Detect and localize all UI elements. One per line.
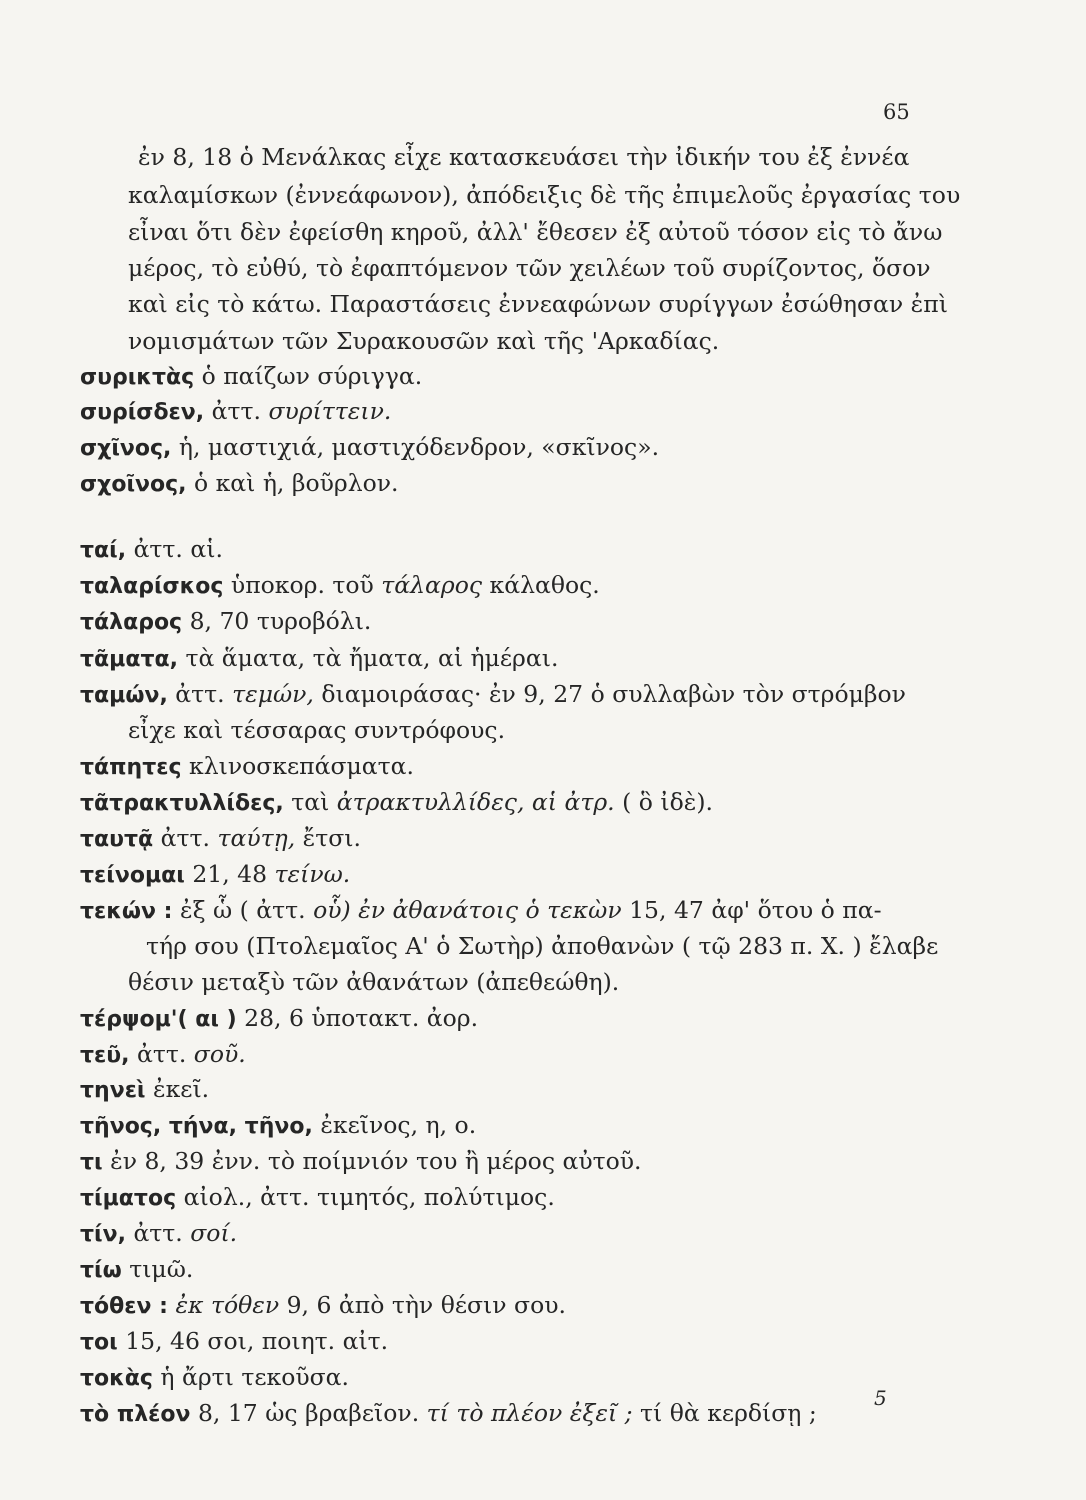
definition: διαμοιράσας· ἐν 9, 27 ὁ συλλαβὼν τὸν στρόμβον (313, 680, 906, 708)
definition: 9, 6 ἀπὸ τὴν θέσιν σου. (279, 1291, 566, 1319)
definition: 15, 46 σοι, ποιητ. αἰτ. (117, 1327, 389, 1355)
definition: ἀττ. (129, 1040, 194, 1068)
headword: σχοῖνος, (80, 472, 187, 497)
headword: τόθεν : (80, 1294, 168, 1319)
definition: ἀττ. (204, 397, 269, 425)
headword: ταλαρίσκος (80, 574, 224, 599)
intro-line: εἶναι ὅτι δὲν ἐφείσθη κηροῦ, ἀλλ' ἔθεσεν ἐξ αὐτοῦ τόσον εἰς τὸ ἄνω (128, 218, 943, 246)
definition: 8, 17 ὡς βραβεῖον. (190, 1399, 427, 1427)
definition: ἐκεῖνος, η, ο. (312, 1111, 477, 1139)
italic-form: τείνω. (274, 860, 351, 888)
headword: τι (80, 1150, 103, 1175)
entry-tenei (80, 1077, 940, 1103)
headword: τείνομαι (80, 863, 185, 888)
italic-form: σοῦ. (193, 1040, 246, 1068)
italic-form: ἐκ τόθεν (175, 1291, 280, 1319)
headword: ταμών, (80, 683, 168, 708)
definition: αἰολ., ἀττ. τιμητός, πολύτιμος. (176, 1183, 555, 1211)
headword: συρικτὰς (80, 365, 195, 390)
definition: 21, 48 (184, 860, 275, 888)
entry-syrisden (80, 399, 940, 425)
italic-form: οὗ) ἐν ἀθανάτοις ὁ τεκὼν (313, 896, 622, 924)
entry-tapetes (80, 754, 940, 780)
headword: τοι (80, 1330, 118, 1355)
entry-teinomai (80, 862, 940, 888)
definition: τί θὰ κερδίσῃ ; (632, 1399, 817, 1427)
headword: τῆνος, τήνα, τῆνο, (80, 1114, 313, 1139)
headword: τεῦ, (80, 1043, 130, 1068)
intro-line: ἐν 8, 18 ὁ Μενάλκας εἶχε κατασκευάσει τὴν ἰδικήν του ἐξ ἐννέα (138, 143, 910, 171)
definition: ἡ ἄρτι τεκοῦσα. (152, 1363, 350, 1391)
headword: συρίσδεν, (80, 400, 205, 425)
entry-timatos (80, 1185, 940, 1211)
entry-tenos (80, 1113, 940, 1139)
entry-tamata (80, 646, 940, 672)
intro-line: καὶ εἰς τὸ κάτω. Παραστάσεις ἐννεαφώνων συρίγγων ἐσώθησαν ἐπὶ (128, 290, 948, 318)
definition: ἀττ. (167, 680, 233, 708)
entry-tothen (80, 1293, 940, 1319)
headword: τοκὰς (80, 1366, 153, 1391)
entry-topleon (80, 1401, 940, 1427)
entry-schinos (80, 435, 940, 461)
definition: 15, 47 ἀφ' ὅτου ὁ πα- (621, 896, 882, 924)
headword: ταί, (80, 538, 127, 563)
entry-schoinos (80, 471, 940, 497)
entry-tokas (80, 1365, 940, 1391)
entry-tatraktyllides (80, 790, 940, 816)
definition: κλινοσκεπάσματα. (181, 752, 414, 780)
headword: τὸ πλέον (80, 1402, 191, 1427)
page-number: 65 (883, 100, 910, 124)
definition: ὁ παίζων σύριγγα. (194, 362, 423, 390)
headword: τέρψομ'( αι ) (80, 1007, 237, 1032)
entry-ti (80, 1149, 940, 1175)
entry-tin (80, 1221, 940, 1247)
headword: τίν, (80, 1222, 126, 1247)
definition: 8, 70 τυροβόλι. (182, 607, 372, 635)
italic-form: τεμών, (232, 680, 314, 708)
entry-tio (80, 1257, 940, 1283)
definition: ταὶ (283, 788, 337, 816)
headword: τάπητες (80, 755, 182, 780)
definition: ἀττ. (125, 1219, 191, 1247)
entry-talariskos (80, 573, 940, 599)
entry-syriktas (80, 364, 940, 390)
intro-line: μέρος, τὸ εὐθύ, τὸ ἐφαπτόμενον τῶν χειλέων τοῦ συρίζοντος, ὅσον (128, 254, 931, 282)
entry-talaros (80, 609, 940, 635)
headword: τᾶματα, (80, 647, 178, 672)
italic-form: τάλαρος (381, 571, 483, 599)
headword: τίω (80, 1258, 122, 1283)
definition: τιμῶ. (121, 1255, 194, 1283)
entry-continuation: εἶχε καὶ τέσσαρας συντρόφους. (128, 716, 506, 744)
definition: ἐκεῖ. (145, 1075, 210, 1103)
definition: κάλαθος. (482, 571, 600, 599)
definition: ἡ, μαστιχιά, μαστιχόδενδρον, «σκῖνος». (171, 433, 660, 461)
definition: 28, 6 ὑποτακτ. ἀορ. (236, 1004, 479, 1032)
signature-mark: 5 (874, 1386, 887, 1410)
definition: ὑποκορ. τοῦ (223, 571, 382, 599)
headword: τεκών : (80, 899, 173, 924)
entry-tamon (80, 682, 940, 708)
headword: σχῖνος, (80, 436, 172, 461)
entry-tauta (80, 826, 940, 852)
definition: ἀττ. αἱ. (126, 535, 223, 563)
entry-tekon (80, 898, 940, 924)
definition: ὁ καὶ ἡ, βοῦρλον. (186, 469, 399, 497)
italic-form: τί τὸ πλέον ἐξεῖ ; (426, 1399, 633, 1427)
headword: τίματος (80, 1186, 177, 1211)
entry-toi (80, 1329, 940, 1355)
headword: τηνεὶ (80, 1078, 146, 1103)
intro-line: νομισμάτων τῶν Συρακουσῶν καὶ τῆς 'Αρκαδίας. (128, 327, 720, 355)
entry-teu (80, 1042, 940, 1068)
headword: τᾶτρακτυλλίδες, (80, 791, 284, 816)
definition: τὰ ἅματα, τὰ ἤματα, αἱ ἡμέραι. (177, 644, 559, 672)
italic-form: συρίττειν. (268, 397, 392, 425)
italic-form: ἀτρακτυλλίδες, αἱ ἀτρ. (336, 788, 615, 816)
definition: ἀττ. (153, 824, 218, 852)
entry-continuation: τήρ σου (Πτολεμαῖος Α' ὁ Σωτὴρ) ἀποθανὼν ( τῷ 283 π. Χ. ) ἔλαβε (146, 932, 939, 960)
headword: τάλαρος (80, 610, 183, 635)
definition: ἔτσι. (295, 824, 361, 852)
entry-tai (80, 537, 940, 563)
headword: ταυτᾷ (80, 827, 154, 852)
entry-continuation: θέσιν μεταξὺ τῶν ἀθανάτων (ἀπεθεώθη). (128, 968, 620, 996)
definition: ἐν 8, 39 ἐνν. τὸ ποίμνιόν του ἢ μέρος αὐτοῦ. (102, 1147, 642, 1175)
italic-form: σοί. (190, 1219, 238, 1247)
definition: ἐξ ὧ ( ἀττ. (172, 896, 314, 924)
definition: ( ὃ ἰδὲ). (614, 788, 713, 816)
italic-form: ταύτῃ, (217, 824, 296, 852)
entry-terpsom (80, 1006, 940, 1032)
intro-line: καλαμίσκων (ἐννεάφωνον), ἀπόδειξις δὲ τῆς ἐπιμελοῦς ἐργασίας του (128, 181, 961, 209)
